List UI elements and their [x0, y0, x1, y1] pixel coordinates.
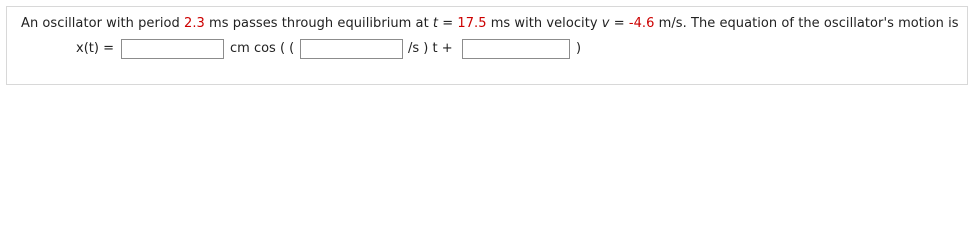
- equation-row: [7, 39, 967, 59]
- velocity-variable: v: [601, 16, 610, 31]
- question-part-3: =: [438, 16, 458, 31]
- phase-input[interactable]: [462, 39, 570, 59]
- question-part-4: ms with velocity: [486, 16, 602, 31]
- question-panel: [6, 6, 968, 85]
- amplitude-input[interactable]: [121, 39, 224, 59]
- period-value: 2.3: [184, 16, 205, 31]
- cos-label: cm cos ( (: [230, 41, 295, 56]
- question-part-1: An oscillator with period: [21, 16, 185, 31]
- equation-lhs: x(t) =: [76, 41, 114, 56]
- question-text: [21, 15, 959, 33]
- time-variable: t: [432, 16, 439, 31]
- question-part-6: m/s. The equation of the oscillator's motion is: [654, 16, 959, 31]
- per-second-t-label: /s ) t +: [408, 41, 453, 56]
- time-value: 17.5: [457, 16, 487, 31]
- angular-frequency-input[interactable]: [300, 39, 403, 59]
- question-part-2: ms passes through equilibrium at: [204, 16, 433, 31]
- question-part-5: =: [609, 16, 629, 31]
- close-paren: ): [576, 41, 582, 56]
- velocity-value: -4.6: [628, 16, 655, 31]
